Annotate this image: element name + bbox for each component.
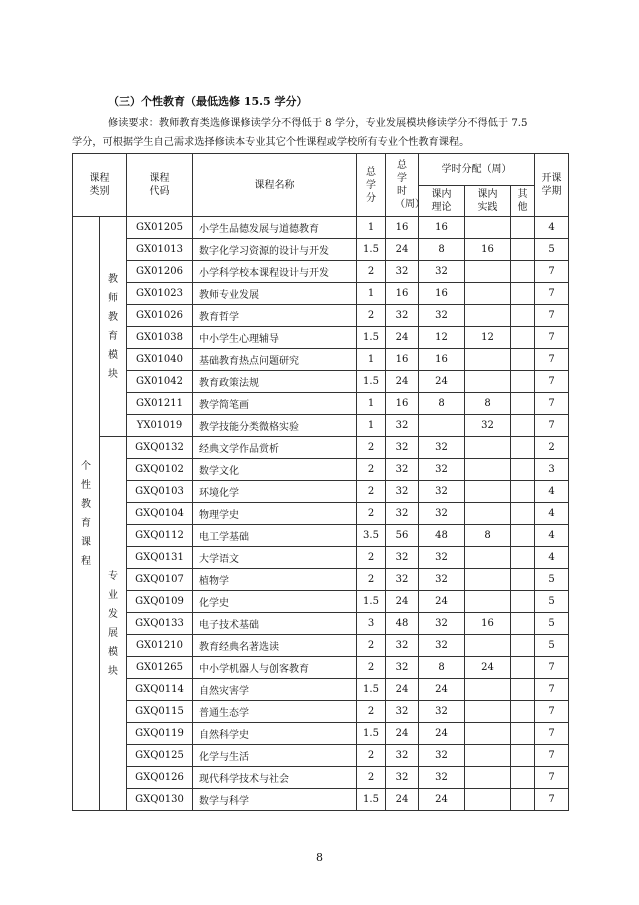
section-heading: （三）个性教育（最低选修 15.5 学分） — [108, 95, 308, 108]
cell-name: 经典文学作品赏析 — [193, 437, 357, 459]
table-row — [73, 635, 569, 657]
cell-hours: 32 — [386, 305, 419, 327]
cell-theory: 8 — [419, 239, 465, 261]
cell-theory: 24 — [419, 723, 465, 745]
cell-hours: 24 — [386, 327, 419, 349]
cell-credits: 2 — [357, 261, 386, 283]
cell-credits: 1.5 — [357, 371, 386, 393]
cell-theory: 32 — [419, 503, 465, 525]
cell-theory: 32 — [419, 635, 465, 657]
table-row — [73, 327, 569, 349]
cell-hours: 32 — [386, 547, 419, 569]
cell-code: GX01042 — [127, 371, 193, 393]
cell-credits: 2 — [357, 503, 386, 525]
cell-semester: 7 — [535, 679, 569, 701]
cell-semester: 7 — [535, 745, 569, 767]
cell-code: GX01206 — [127, 261, 193, 283]
module-cell: 专业发展模块 — [100, 437, 127, 811]
cell-practice — [465, 459, 511, 481]
page-number: 8 — [316, 851, 323, 864]
cell-semester: 7 — [535, 261, 569, 283]
cell-code: GX01026 — [127, 305, 193, 327]
cell-other — [511, 723, 535, 745]
cell-hours: 24 — [386, 239, 419, 261]
cell-hours: 32 — [386, 459, 419, 481]
cell-practice — [465, 569, 511, 591]
table-row — [73, 437, 569, 459]
cell-other — [511, 437, 535, 459]
cell-name: 化学史 — [193, 591, 357, 613]
table-row — [73, 789, 569, 811]
cell-theory: 24 — [419, 371, 465, 393]
cell-semester: 4 — [535, 481, 569, 503]
cell-code: GXQ0133 — [127, 613, 193, 635]
cell-theory: 32 — [419, 547, 465, 569]
header-distribution: 学时分配（周） — [419, 154, 535, 186]
cell-name: 现代科学技术与社会 — [193, 767, 357, 789]
cell-name: 中小学生心理辅导 — [193, 327, 357, 349]
cell-other — [511, 261, 535, 283]
cell-name: 教学简笔画 — [193, 393, 357, 415]
table-row — [73, 305, 569, 327]
cell-semester: 7 — [535, 349, 569, 371]
cell-code: GXQ0109 — [127, 591, 193, 613]
requirement-line-2: 学分，可根据学生自己需求选择修读本专业其它个性课程或学校所有专业个性教育课程。 — [72, 137, 470, 148]
cell-practice — [465, 745, 511, 767]
cell-hours: 16 — [386, 217, 419, 239]
cell-other — [511, 657, 535, 679]
cell-code: GXQ0107 — [127, 569, 193, 591]
cell-name: 数字化学习资源的设计与开发 — [193, 239, 357, 261]
cell-practice — [465, 679, 511, 701]
cell-theory: 48 — [419, 525, 465, 547]
cell-semester: 4 — [535, 503, 569, 525]
header-theory: 课内理论 — [419, 186, 465, 217]
cell-name: 环境化学 — [193, 481, 357, 503]
cell-name: 植物学 — [193, 569, 357, 591]
cell-practice — [465, 789, 511, 811]
cell-credits: 2 — [357, 767, 386, 789]
cell-credits: 2 — [357, 437, 386, 459]
cell-credits: 2 — [357, 745, 386, 767]
cell-semester: 7 — [535, 767, 569, 789]
header-hours: 总学时（周） — [386, 154, 419, 217]
cell-other — [511, 503, 535, 525]
cell-name: 普通生态学 — [193, 701, 357, 723]
cell-name: 数学与科学 — [193, 789, 357, 811]
cell-credits: 2 — [357, 305, 386, 327]
cell-practice — [465, 481, 511, 503]
table-row — [73, 701, 569, 723]
table-row — [73, 767, 569, 789]
cell-hours: 32 — [386, 657, 419, 679]
cell-credits: 2 — [357, 635, 386, 657]
cell-other — [511, 305, 535, 327]
cell-theory: 16 — [419, 349, 465, 371]
table-row — [73, 723, 569, 745]
cell-semester: 5 — [535, 569, 569, 591]
cell-theory: 32 — [419, 745, 465, 767]
cell-other — [511, 569, 535, 591]
cell-other — [511, 591, 535, 613]
table-row — [73, 459, 569, 481]
cell-semester: 7 — [535, 327, 569, 349]
cell-code: GX01040 — [127, 349, 193, 371]
cell-name: 物理学史 — [193, 503, 357, 525]
cell-practice: 24 — [465, 657, 511, 679]
cell-name: 教学技能分类微格实验 — [193, 415, 357, 437]
cell-credits: 3.5 — [357, 525, 386, 547]
cell-other — [511, 613, 535, 635]
cell-name: 教育经典名著选读 — [193, 635, 357, 657]
cell-credits: 2 — [357, 657, 386, 679]
cell-name: 电子技术基础 — [193, 613, 357, 635]
requirement-paragraph — [72, 114, 568, 152]
cell-practice — [465, 371, 511, 393]
cell-name: 大学语文 — [193, 547, 357, 569]
table-row — [73, 481, 569, 503]
cell-other — [511, 789, 535, 811]
table-row — [73, 349, 569, 371]
cell-name: 教育政策法规 — [193, 371, 357, 393]
cell-name: 小学科学校本课程设计与开发 — [193, 261, 357, 283]
header-practice: 课内实践 — [465, 186, 511, 217]
cell-practice: 8 — [465, 525, 511, 547]
cell-code: GXQ0132 — [127, 437, 193, 459]
cell-hours: 24 — [386, 723, 419, 745]
cell-theory: 32 — [419, 481, 465, 503]
cell-code: GXQ0130 — [127, 789, 193, 811]
cell-hours: 24 — [386, 679, 419, 701]
cell-other — [511, 547, 535, 569]
cell-hours: 32 — [386, 503, 419, 525]
cell-credits: 2 — [357, 481, 386, 503]
cell-hours: 32 — [386, 701, 419, 723]
cell-credits: 1.5 — [357, 591, 386, 613]
table-row — [73, 679, 569, 701]
header-semester: 开课学期 — [535, 154, 569, 217]
cell-hours: 24 — [386, 789, 419, 811]
cell-practice — [465, 767, 511, 789]
cell-practice: 16 — [465, 239, 511, 261]
cell-hours: 16 — [386, 349, 419, 371]
cell-code: GXQ0115 — [127, 701, 193, 723]
cell-other — [511, 239, 535, 261]
cell-credits: 2 — [357, 547, 386, 569]
cell-code: GX01023 — [127, 283, 193, 305]
cell-practice: 12 — [465, 327, 511, 349]
cell-name: 自然科学史 — [193, 723, 357, 745]
cell-other — [511, 217, 535, 239]
cell-other — [511, 415, 535, 437]
cell-theory: 16 — [419, 217, 465, 239]
cell-semester: 5 — [535, 591, 569, 613]
cell-other — [511, 393, 535, 415]
cell-theory: 8 — [419, 657, 465, 679]
cell-theory: 24 — [419, 591, 465, 613]
table-row — [73, 261, 569, 283]
cell-practice — [465, 547, 511, 569]
cell-code: GXQ0114 — [127, 679, 193, 701]
cell-credits: 1.5 — [357, 679, 386, 701]
cell-theory: 32 — [419, 569, 465, 591]
cell-theory: 8 — [419, 393, 465, 415]
cell-code: GXQ0112 — [127, 525, 193, 547]
cell-hours: 56 — [386, 525, 419, 547]
cell-semester: 7 — [535, 657, 569, 679]
cell-code: GX01013 — [127, 239, 193, 261]
cell-name: 教师专业发展 — [193, 283, 357, 305]
cell-hours: 32 — [386, 569, 419, 591]
header-name: 课程名称 — [193, 154, 357, 217]
cell-code: GXQ0131 — [127, 547, 193, 569]
cell-practice — [465, 261, 511, 283]
cell-other — [511, 459, 535, 481]
cell-practice — [465, 437, 511, 459]
cell-name: 化学与生活 — [193, 745, 357, 767]
cell-theory — [419, 415, 465, 437]
cell-semester: 7 — [535, 701, 569, 723]
cell-credits: 3 — [357, 613, 386, 635]
cell-theory: 32 — [419, 701, 465, 723]
cell-semester: 7 — [535, 393, 569, 415]
cell-theory: 16 — [419, 283, 465, 305]
cell-semester: 7 — [535, 415, 569, 437]
cell-semester: 3 — [535, 459, 569, 481]
cell-hours: 32 — [386, 437, 419, 459]
cell-semester: 7 — [535, 789, 569, 811]
cell-semester: 5 — [535, 239, 569, 261]
cell-practice — [465, 503, 511, 525]
table-row — [73, 569, 569, 591]
cell-other — [511, 525, 535, 547]
cell-name: 自然灾害学 — [193, 679, 357, 701]
table-row — [73, 591, 569, 613]
cell-practice: 16 — [465, 613, 511, 635]
table-row — [73, 283, 569, 305]
cell-practice: 8 — [465, 393, 511, 415]
table-row — [73, 503, 569, 525]
cell-semester: 7 — [535, 283, 569, 305]
cell-code: GXQ0104 — [127, 503, 193, 525]
cell-name: 教育哲学 — [193, 305, 357, 327]
cell-practice — [465, 701, 511, 723]
cell-hours: 32 — [386, 767, 419, 789]
cell-credits: 1 — [357, 393, 386, 415]
cell-other — [511, 371, 535, 393]
cell-other — [511, 283, 535, 305]
cell-hours: 24 — [386, 371, 419, 393]
cell-hours: 32 — [386, 415, 419, 437]
cell-practice — [465, 305, 511, 327]
cell-hours: 16 — [386, 283, 419, 305]
cell-theory: 12 — [419, 327, 465, 349]
category-cell: 个性教育课程 — [73, 217, 100, 811]
cell-code: GX01038 — [127, 327, 193, 349]
cell-hours: 48 — [386, 613, 419, 635]
course-table-body — [73, 217, 569, 811]
cell-other — [511, 635, 535, 657]
header-credits: 总学分 — [357, 154, 386, 217]
header-category: 课程类别 — [73, 154, 127, 217]
table-row — [73, 525, 569, 547]
cell-credits: 1 — [357, 283, 386, 305]
cell-other — [511, 767, 535, 789]
cell-credits: 2 — [357, 459, 386, 481]
cell-theory: 32 — [419, 261, 465, 283]
cell-practice — [465, 283, 511, 305]
table-row — [73, 217, 569, 239]
table-row — [73, 415, 569, 437]
cell-code: GX01205 — [127, 217, 193, 239]
cell-name: 基础教育热点问题研究 — [193, 349, 357, 371]
cell-other — [511, 701, 535, 723]
cell-theory: 32 — [419, 437, 465, 459]
cell-theory: 32 — [419, 613, 465, 635]
table-row — [73, 657, 569, 679]
table-row — [73, 547, 569, 569]
table-row — [73, 613, 569, 635]
cell-code: GXQ0125 — [127, 745, 193, 767]
course-table — [72, 153, 569, 811]
cell-practice — [465, 349, 511, 371]
cell-credits: 1.5 — [357, 789, 386, 811]
cell-name: 数学文化 — [193, 459, 357, 481]
cell-credits: 1.5 — [357, 723, 386, 745]
table-row — [73, 371, 569, 393]
cell-other — [511, 481, 535, 503]
table-row — [73, 239, 569, 261]
cell-semester: 4 — [535, 525, 569, 547]
cell-theory: 24 — [419, 679, 465, 701]
requirement-line-1: 修读要求：教师教育类选修课修读学分不得低于 8 学分，专业发展模块修读学分不得低于 7.5 — [108, 118, 528, 129]
cell-code: GX01211 — [127, 393, 193, 415]
cell-semester: 2 — [535, 437, 569, 459]
cell-practice: 32 — [465, 415, 511, 437]
cell-code: GXQ0103 — [127, 481, 193, 503]
cell-hours: 32 — [386, 261, 419, 283]
cell-semester: 5 — [535, 613, 569, 635]
cell-credits: 1 — [357, 349, 386, 371]
table-row — [73, 745, 569, 767]
cell-theory: 32 — [419, 459, 465, 481]
module-cell: 教师教育模块 — [100, 217, 127, 437]
cell-credits: 1 — [357, 415, 386, 437]
cell-credits: 2 — [357, 569, 386, 591]
cell-code: YX01019 — [127, 415, 193, 437]
cell-credits: 1.5 — [357, 239, 386, 261]
cell-hours: 32 — [386, 635, 419, 657]
cell-semester: 5 — [535, 635, 569, 657]
cell-hours: 16 — [386, 393, 419, 415]
cell-other — [511, 349, 535, 371]
cell-code: GXQ0102 — [127, 459, 193, 481]
header-code: 课程代码 — [127, 154, 193, 217]
cell-semester: 7 — [535, 305, 569, 327]
cell-name: 中小学机器人与创客教育 — [193, 657, 357, 679]
cell-practice — [465, 217, 511, 239]
header-other: 其他 — [511, 186, 535, 217]
cell-semester: 7 — [535, 371, 569, 393]
cell-code: GXQ0119 — [127, 723, 193, 745]
cell-code: GX01210 — [127, 635, 193, 657]
cell-code: GXQ0126 — [127, 767, 193, 789]
cell-hours: 32 — [386, 481, 419, 503]
cell-other — [511, 679, 535, 701]
cell-semester: 7 — [535, 723, 569, 745]
cell-semester: 4 — [535, 217, 569, 239]
cell-other — [511, 745, 535, 767]
table-row — [73, 393, 569, 415]
cell-hours: 24 — [386, 591, 419, 613]
cell-practice — [465, 723, 511, 745]
cell-practice — [465, 635, 511, 657]
cell-credits: 2 — [357, 701, 386, 723]
cell-practice — [465, 591, 511, 613]
cell-hours: 32 — [386, 745, 419, 767]
cell-credits: 1 — [357, 217, 386, 239]
cell-theory: 32 — [419, 767, 465, 789]
cell-theory: 32 — [419, 305, 465, 327]
cell-name: 电工学基础 — [193, 525, 357, 547]
cell-theory: 24 — [419, 789, 465, 811]
cell-name: 小学生品德发展与道德教育 — [193, 217, 357, 239]
cell-code: GX01265 — [127, 657, 193, 679]
cell-semester: 4 — [535, 547, 569, 569]
cell-other — [511, 327, 535, 349]
cell-credits: 1.5 — [357, 327, 386, 349]
